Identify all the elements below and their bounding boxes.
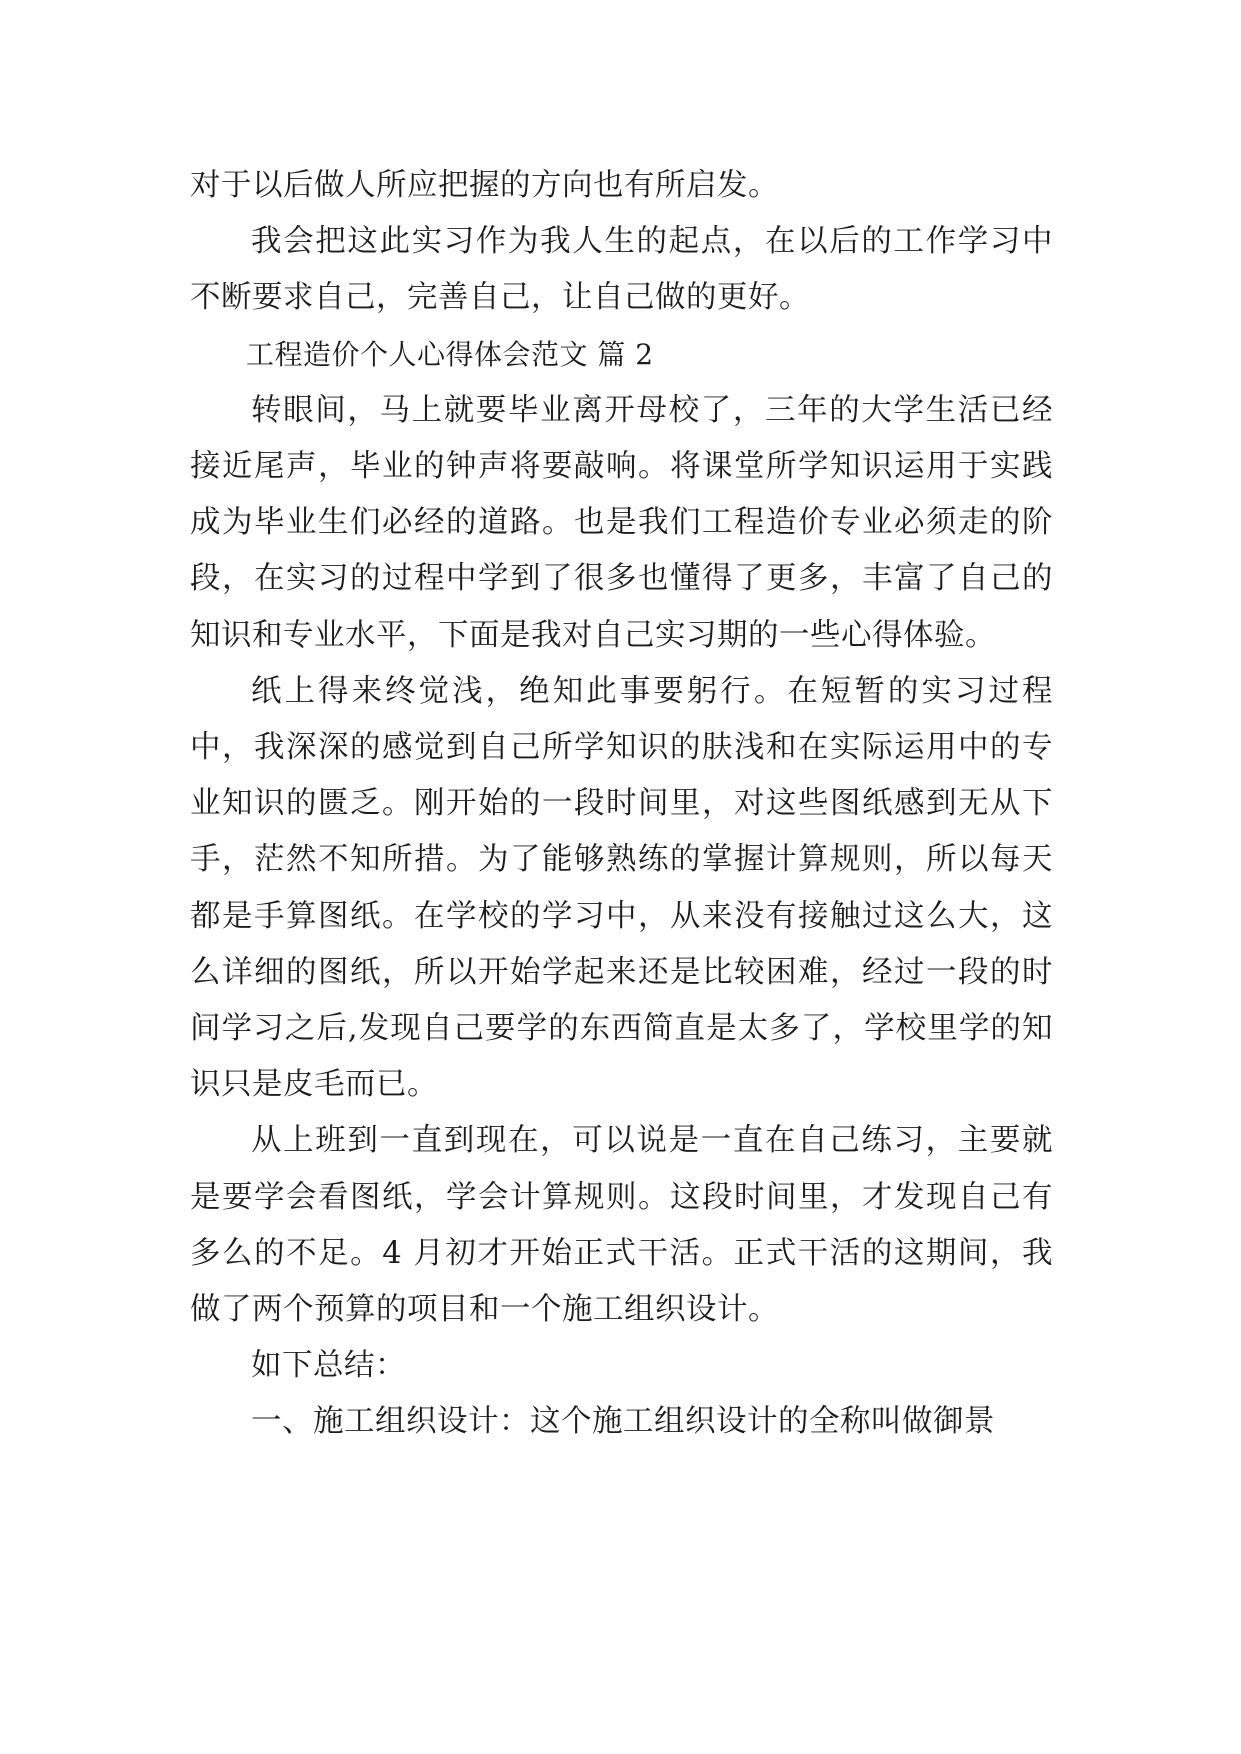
- paragraph: 我会把这此实习作为我人生的起点，在以后的工作学习中不断要求自己，完善自己，让自己做的更好。: [190, 224, 1053, 316]
- paragraph: 从上班到一直到现在，可以说是一直在自己练习，主要就是要学会看图纸，学会计算规则。这段时间里，才发现自己有多么的不足。4 月初才开始正式干活。正式干活的这期间，我做了两个预算的项目和一个施工组织设计。: [190, 1123, 1053, 1328]
- paragraph: 转眼间，马上就要毕业离开母校了，三年的大学生活已经接近尾声，毕业的钟声将要敲响。将课堂所学知识运用于实践成为毕业生们必经的道路。也是我们工程造价专业必须走的阶段，在实习的过程中学到了很多也懂得了更多，丰富了自己的知识和专业水平，下面是我对自己实习期的一些心得体验。: [190, 392, 1053, 653]
- paragraph: 纸上得来终觉浅，绝知此事要躬行。在短暂的实习过程中，我深深的感觉到自己所学知识的肤浅和在实际运用中的专业知识的匮乏。刚开始的一段时间里，对这些图纸感到无从下手，茫然不知所措。为了能够熟练的掌握计算规则，所以每天都是手算图纸。在学校的学习中，从来没有接触过这么大，这么详细的图纸，所以开始学起来还是比较困难，经过一段的时间学习之后,发现自己要学的东西简直是太多了，学校里学的知识只是皮毛而已。: [190, 673, 1053, 1103]
- paragraph: 如下总结：: [251, 1348, 406, 1384]
- document-body: [190, 158, 1053, 1451]
- paragraph: 对于以后做人所应把握的方向也有所启发。: [190, 168, 779, 203]
- section-heading: 工程造价个人心得体会范文 篇 2: [246, 337, 654, 371]
- paragraph: 一、施工组织设计：这个施工组织设计的全称叫做御景: [251, 1404, 995, 1440]
